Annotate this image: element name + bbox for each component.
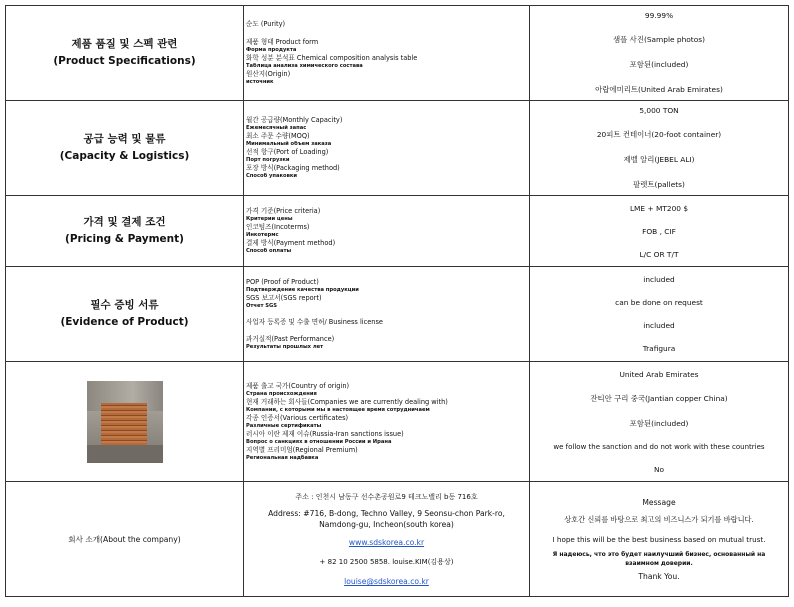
criteria-item-ru: Региональная надбавка (246, 454, 319, 461)
criteria-item: 최소 주문 수량(MOQ) (246, 132, 310, 140)
value-cell (530, 6, 789, 101)
product-photo (87, 381, 163, 463)
section-evidence (6, 267, 789, 362)
criteria-cell (244, 196, 530, 267)
section-title-ko: 필수 증빙 서류 (90, 299, 159, 311)
value-cell (530, 196, 789, 267)
criteria-item: 결제 방식(Payment method) (246, 239, 336, 247)
section-title-en: (Capacity & Logistics) (59, 150, 190, 162)
criteria-item-ru: Способ оплаты (246, 248, 292, 254)
photo-floor (87, 445, 163, 463)
criteria-item: 순도 (Purity) (246, 20, 286, 28)
spec-sheet (5, 5, 788, 597)
value-item: 5,000 TON (639, 106, 679, 115)
section-title-en: (Evidence of Product) (60, 316, 189, 328)
criteria-item-ru: Ежемесячный запас (246, 125, 307, 131)
section-title-ko: 가격 및 결제 조건 (83, 216, 166, 228)
thanks-text: Thank You. (638, 571, 680, 581)
section-title-ko: 공급 능력 및 물류 (83, 133, 166, 145)
value-item: 포함된(included) (629, 60, 689, 69)
criteria-cell (244, 6, 530, 101)
value-item: 팔렛트(pallets) (633, 180, 685, 189)
criteria-cell (244, 101, 530, 196)
value-item: 잔티안 구리 중국(Jantian copper China) (590, 393, 728, 403)
criteria-item-ru: Инкотермс (246, 232, 279, 238)
value-item: 99.99% (644, 11, 674, 20)
value-item: can be done on request (615, 298, 703, 307)
criteria-item-ru: Результаты прошлых лет (246, 343, 324, 350)
copper-cathode-stack (101, 403, 147, 447)
criteria-item: 지역별 프리미엄(Regional Premium) (246, 445, 358, 454)
about-contact-cell (244, 482, 530, 597)
section-product-specs (6, 6, 789, 101)
criteria-item: 제품 출고 국가(Country of origin) (246, 381, 350, 390)
address-ko: 주소 : 인천시 남동구 선수촌공원로9 테크노밸리 b동 716호 (295, 493, 478, 501)
website-wrap (244, 538, 529, 547)
criteria-item: 인코텀즈(Incoterms) (246, 223, 310, 231)
criteria-item-ru: источник (246, 79, 274, 85)
criteria-item-ru: Форма продукта (246, 47, 297, 53)
spec-table (5, 5, 789, 597)
value-item: 샘플 사진(Sample photos) (613, 35, 705, 44)
criteria-item: 사업자 등록증 및 수출 면허/ Business license (246, 317, 383, 326)
value-item: included (643, 275, 675, 284)
criteria-item: SGS 보고서(SGS report) (246, 293, 322, 302)
criteria-item: 현재 거래하는 회사들(Companies we are currently dealing with) (246, 397, 448, 406)
value-item: we follow the sanction and do not work with these countries (553, 442, 765, 451)
section-about (6, 482, 789, 597)
criteria-item: 과거실적(Past Performance) (246, 334, 335, 343)
criteria-item: 각종 인증서(Various certificates) (246, 413, 349, 422)
section-title-ko: 제품 품질 및 스펙 관련 (71, 38, 178, 50)
message-ru: Я надеюсь, что это будет наилучший бизнес, основанный на взаимном доверии. (552, 550, 766, 567)
criteria-item: POP (Proof of Product) (246, 277, 319, 286)
criteria-item: 러시아 이란 제재 이슈(Russia-Iran sanctions issue) (246, 429, 404, 438)
value-cell (530, 362, 789, 482)
criteria-item-ru: Подтверждение качества продукции (246, 286, 359, 293)
value-cell (530, 101, 789, 196)
message-ko: 상호간 신뢰를 바탕으로 최고의 비즈니스가 되기를 바랍니다. (564, 514, 754, 524)
value-item: No (653, 464, 665, 474)
criteria-item-ru: Таблица анализа химического состава (246, 63, 363, 69)
phone-contact: + 82 10 2500 5858. louise.KIM(김용상) (319, 558, 454, 566)
address-en: Address: #716, B-dong, Techno Valley, 9 Seonsu-chon Park-ro, Namdong-gu, Incheon(south korea) (268, 509, 505, 529)
criteria-item: 제품 형태 Product form (246, 38, 319, 46)
value-item: included (643, 321, 675, 330)
value-item: United Arab Emirates (619, 369, 699, 379)
criteria-item-ru: Порт погрузки (246, 157, 290, 163)
message-title: Message (642, 497, 676, 507)
value-cell (530, 267, 789, 362)
criteria-item: 화학 성분 분석표 Chemical composition analysis table (246, 54, 418, 62)
section-title-cell (6, 6, 244, 101)
section-title-cell (6, 196, 244, 267)
value-item: 아랍에미리트(United Arab Emirates) (595, 85, 723, 94)
section-origin-sanctions (6, 362, 789, 482)
criteria-item-ru: Компании, с которыми мы в настоящее время сотрудничаем (246, 406, 430, 413)
criteria-item-ru: Способ упаковки (246, 173, 298, 179)
product-photo-cell (6, 362, 244, 482)
criteria-item-ru: Критерии цены (246, 216, 293, 222)
value-item: 20피트 컨테이너(20-foot container) (596, 130, 722, 139)
section-title-en: (Pricing & Payment) (65, 233, 184, 245)
criteria-cell (244, 362, 530, 482)
criteria-item-ru: Страна происхождения (246, 390, 317, 397)
criteria-item: 가격 기준(Price criteria) (246, 207, 321, 215)
criteria-item: 원산지(Origin) (246, 70, 291, 78)
value-item: Trafigura (642, 344, 676, 353)
about-label: 회사 소개(About the company) (68, 534, 181, 544)
email-link[interactable]: louise@sdskorea.co.kr (344, 577, 429, 586)
value-item: FOB , CIF (642, 226, 676, 236)
criteria-item: 선적 항구(Port of Loading) (246, 148, 329, 156)
value-item: 포함된(included) (629, 418, 689, 428)
criteria-item-ru: Минимальный объем заказа (246, 141, 332, 147)
value-item: 제벨 알리(JEBEL ALI) (623, 155, 695, 164)
section-pricing-payment (6, 196, 789, 267)
section-title-cell (6, 101, 244, 196)
section-capacity-logistics (6, 101, 789, 196)
about-message-cell (530, 482, 789, 597)
about-label-cell (6, 482, 244, 597)
criteria-cell (244, 267, 530, 362)
criteria-item: 포장 방식(Packaging method) (246, 164, 340, 172)
criteria-item-ru: Вопрос о санкциях в отношении России и Ирана (246, 438, 392, 445)
section-title-en: (Product Specifications) (53, 55, 196, 67)
value-item: L/C OR T/T (639, 249, 679, 259)
value-item: LME + MT200 $ (629, 203, 689, 213)
email-wrap (244, 577, 529, 586)
website-link[interactable]: www.sdskorea.co.kr (348, 538, 425, 547)
criteria-item-ru: Отчет SGS (246, 302, 278, 309)
message-en: I hope this will be the best business based on mutual trust. (552, 534, 766, 544)
section-title-cell (6, 267, 244, 362)
criteria-item: 월간 공급량(Monthly Capacity) (246, 116, 343, 124)
criteria-item-ru: Различные сертификаты (246, 422, 322, 429)
